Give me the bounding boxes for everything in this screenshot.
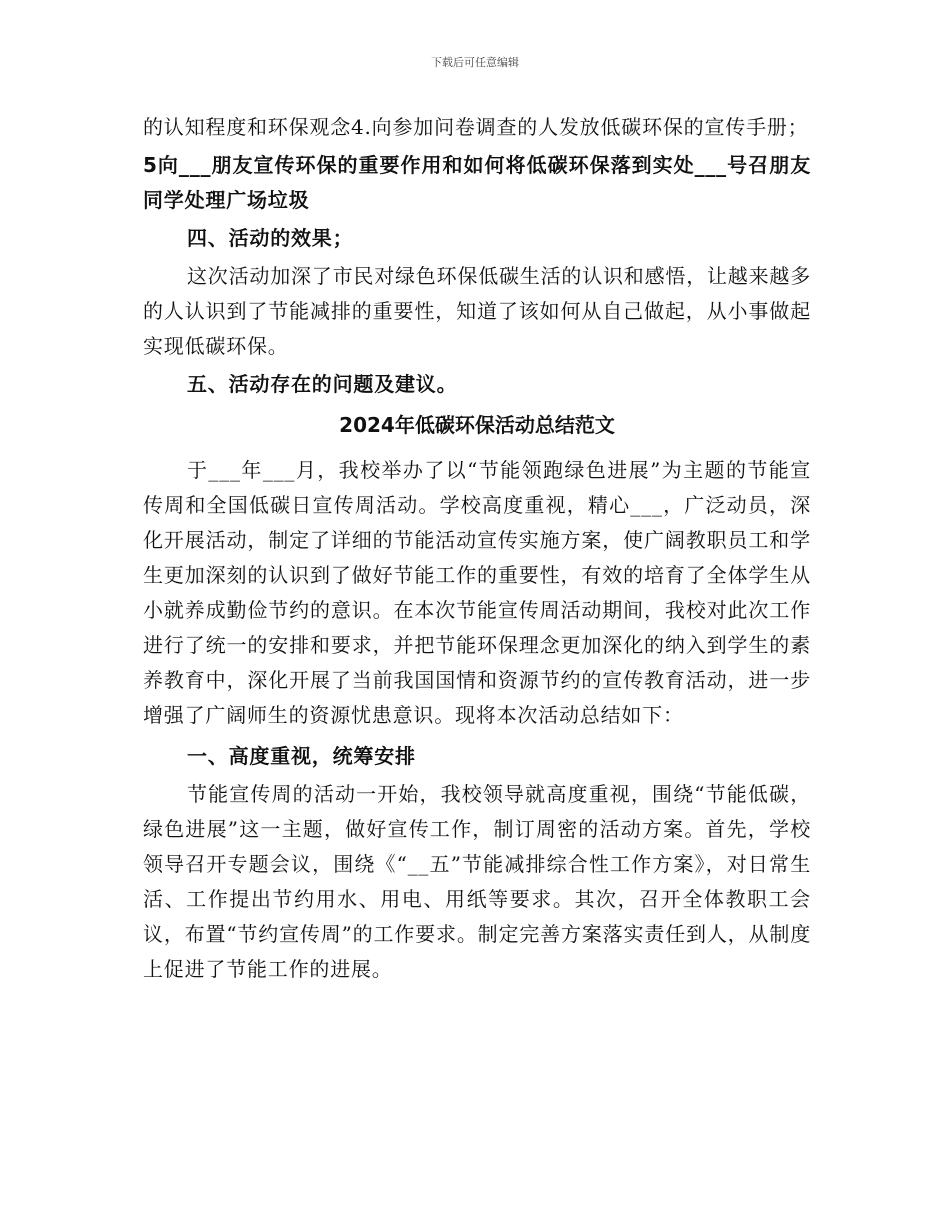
section-heading-issues: 五、活动存在的问题及建议。 [187,372,458,396]
document-title: 2024年低碳环保活动总结范文 [339,413,615,437]
paragraph-effects: 这次活动加深了市民对绿色环保低碳生活的认识和感悟，让越来越多的人认识到了节能减排的重要性，知道了该如何从自己做起，从小事做起实现低碳环保。 [143,264,811,358]
paragraph-intro: 于___年___月，我校举办了以“节能领跑绿色进展”为主题的节能宣传周和全国低碳日宣传周活动。学校高度重视，精心___，广泛动员，深化开展活动，制定了详细的节能活动宣传实施方案，使广阔教职员工和学生更加深刻的认识到了做好节能工作的重要性，有效的培育了全体学生从小就养成勤俭节约的意识。在本次节能宣传周活动期间，我校对此次工作进行了统一的安排和要求，并把节能环保理念更加深化的纳入到学生的素养教育中，深化开展了当前我国国情和资源节约的宣传教育活动，进一步增强了广阔师生的资源忧患意识。现将本次活动总结如下： [143,458,811,727]
header-note: 下载后可任意编辑 [431,56,519,69]
paragraph-continuation: 的认知程度和环保观念4.向参加问卷调查的人发放低碳环保的宣传手册； [143,115,809,139]
paragraph-planning: 节能宣传周的活动一开始，我校领导就高度重视，围绕“节能低碳，绿色进展”这一主题，做好宣传工作，制订周密的活动方案。首先，学校领导召开专题会议，围绕《“__五”节能减排综合性工作方案》，对日常生活、工作提出节约用水、用电、用纸等要求。其次，召开全体教职工会议，布置“节约宣传周”的工作要求。制定完善方案落实责任到人，从制度上促进了节能工作的进展。 [143,782,811,981]
section-heading-effects: 四、活动的效果； [187,226,354,250]
document-body [143,110,811,990]
paragraph-item-5: 5向___朋友宣传环保的重要作用和如何将低碳环保落到实处___号召朋友同学处理广场垃圾 [143,153,811,212]
section-heading-planning: 一、高度重视，统筹安排 [187,744,416,768]
